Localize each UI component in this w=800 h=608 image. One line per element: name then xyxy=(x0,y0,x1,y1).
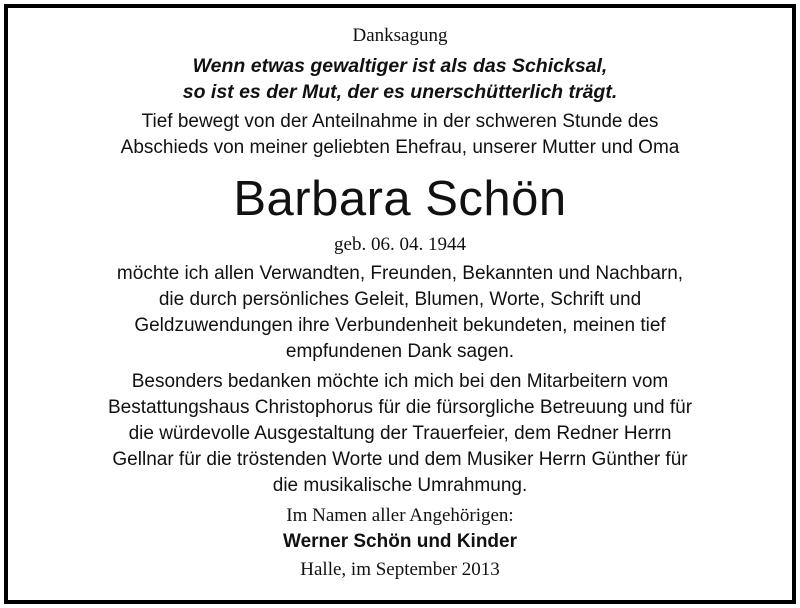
signature-line: Werner Schön und Kinder xyxy=(282,531,517,552)
deceased-name: Barbara Schön xyxy=(233,172,567,226)
special-thanks-line-4: Gellnar für die tröstenden Worte und dem Musiker Herrn Günther für xyxy=(112,449,688,470)
obituary-notice xyxy=(4,4,796,604)
quote-line-2: so ist es der Mut, der es unerschütterlich trägt. xyxy=(182,81,618,103)
on-behalf-line: Im Namen aller Angehörigen: xyxy=(286,505,514,526)
thanks-line-2: die durch persönliches Geleit, Blumen, Worte, Schrift und xyxy=(158,289,642,310)
thanks-line-3: Geldzuwendungen ihre Verbundenheit bekundeten, meinen tief xyxy=(134,315,666,336)
birth-date: geb. 06. 04. 1944 xyxy=(334,234,466,255)
intro-line-2: Abschieds von meiner geliebten Ehefrau, unserer Mutter und Oma xyxy=(120,137,680,158)
thanks-line-1: möchte ich allen Verwandten, Freunden, Bekannten und Nachbarn, xyxy=(116,263,684,284)
place-date-line: Halle, im September 2013 xyxy=(300,559,500,580)
special-thanks-line-3: die würdevolle Ausgestaltung der Trauerfeier, dem Redner Herrn xyxy=(128,423,672,444)
quote-line-1: Wenn etwas gewaltiger ist als das Schicksal, xyxy=(192,55,608,77)
intro-line-1: Tief bewegt von der Anteilnahme in der schweren Stunde des xyxy=(141,111,659,132)
special-thanks-line-2: Bestattungshaus Christophorus für die fürsorgliche Betreuung und für xyxy=(107,397,693,418)
special-thanks-line-1: Besonders bedanken möchte ich mich bei den Mitarbeitern vom xyxy=(131,371,669,392)
thanks-line-4: empfundenen Dank sagen. xyxy=(285,341,515,362)
special-thanks-line-5: die musikalische Umrahmung. xyxy=(272,475,528,496)
notice-heading: Danksagung xyxy=(352,25,448,46)
